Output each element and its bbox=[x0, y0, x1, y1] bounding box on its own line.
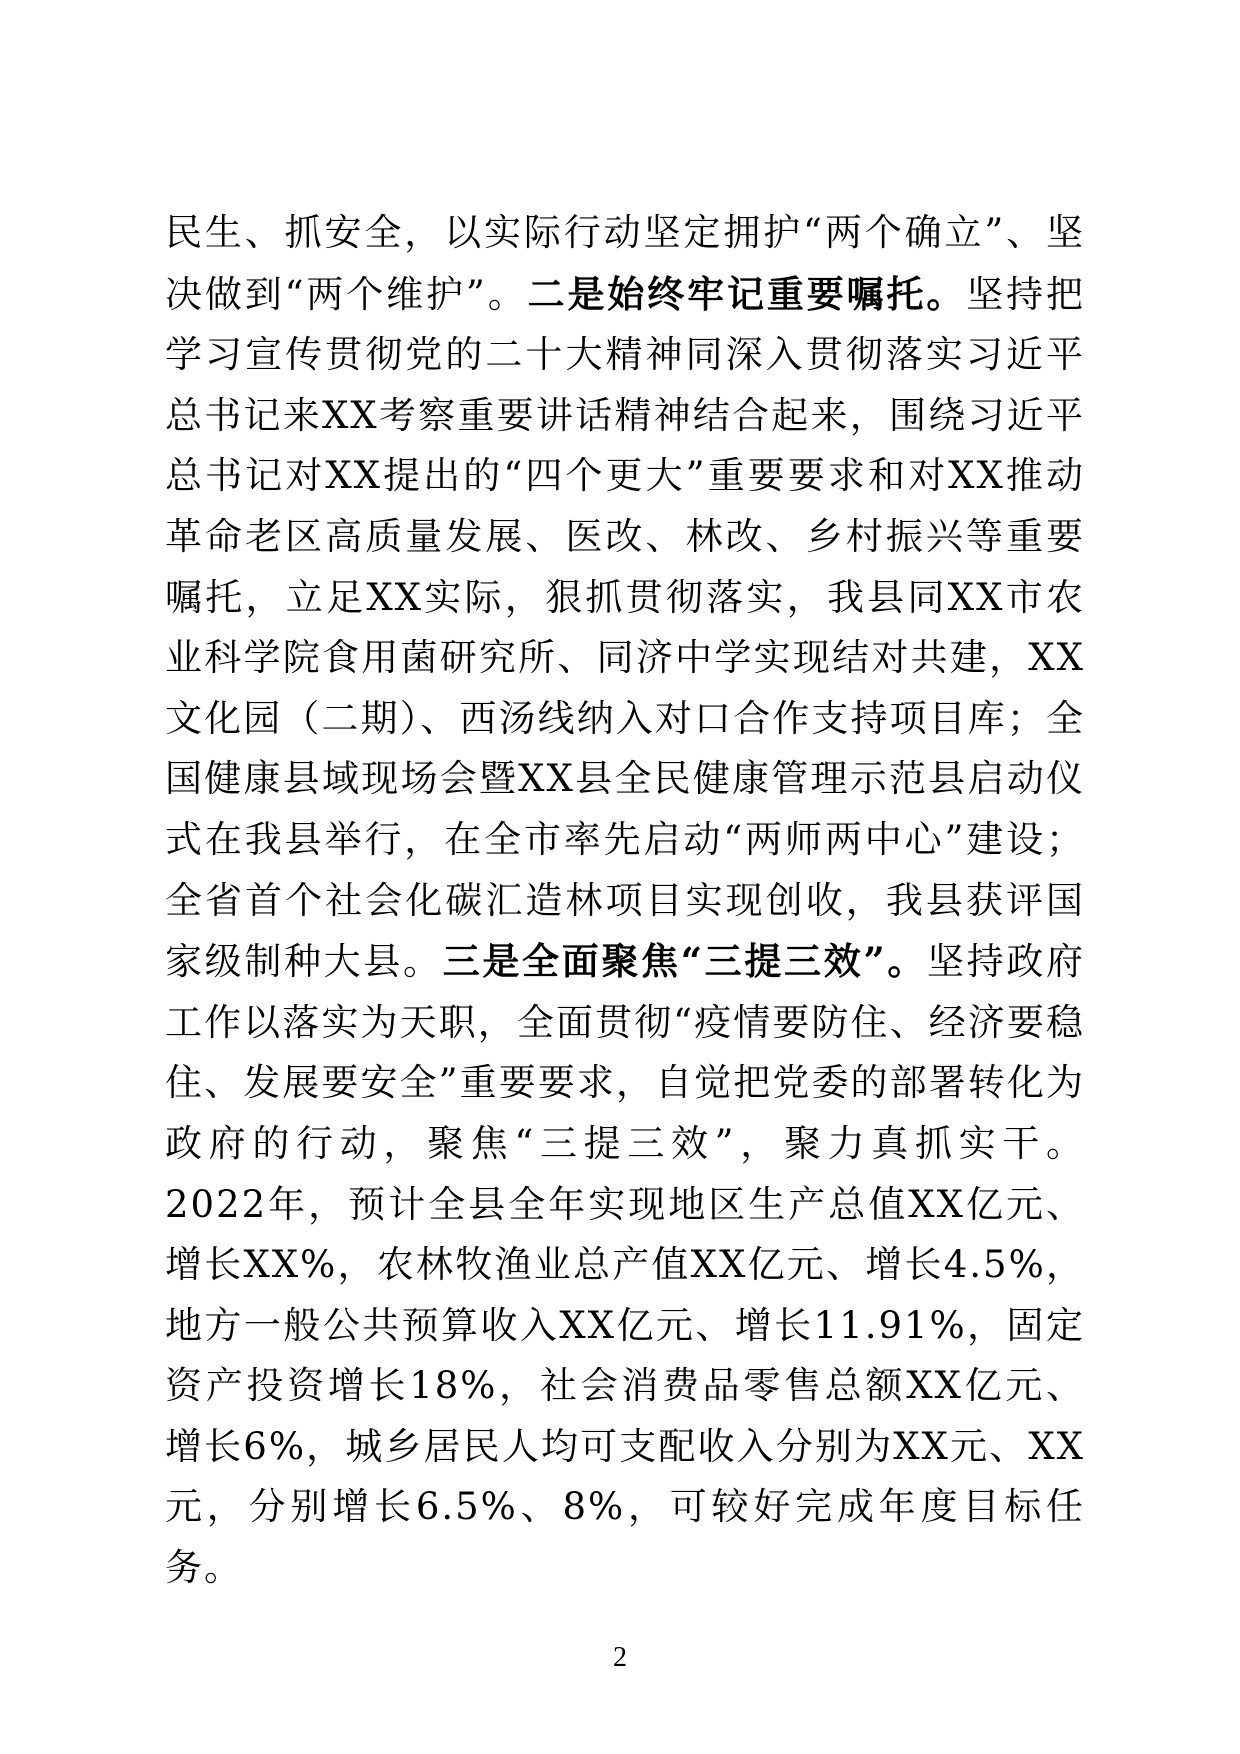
bold-heading-3: 三是全面聚焦“三提三效”。 bbox=[442, 939, 927, 984]
bold-heading-2: 二是始终牢记重要嘱托。 bbox=[527, 271, 967, 316]
paragraph-text-part-1: 民生、抓安全，以实际行动坚定拥护“两个确立”、坚决做到“两个维护”。 bbox=[165, 211, 1085, 316]
paragraph-text-part-2: 坚持把学习宣传贯彻党的二十大精神同深入贯彻落实习近平总书记来XX考察重要讲话精神结合起来，围绕习近平总书记对XX提出的“四个更大”重要要求和对XX推动革命老区高质量发展、医改、林改、乡村振兴等重要嘱托，立足XX实际，狠抓贯彻落实，我县同XX市农业科学院食用菌研究所、同济中学实现结对共建，XX文化园（二期）、西汤线纳入对口合作支持项目库；全国健康县域现场会暨XX县全民健康管理示范县启动仪式在我县举行，在全市率先启动“两师两中心”建设；全省首个社会化碳汇造林项目实现创收，我县获评国家级制种大县。 bbox=[165, 272, 1086, 984]
page-number: 2 bbox=[613, 1642, 627, 1673]
body-paragraph bbox=[165, 203, 1085, 1599]
paragraph-text-part-3: 坚持政府工作以落实为天职，全面贯彻“疫情要防住、经济要稳住、发展要安全”重要要求，自觉把党委的部署转化为政府的行动，聚焦“三提三效”，聚力真抓实干。2022年，预计全县全年实现地区生产总值XX亿元、增长XX%，农林牧渔业总产值XX亿元、增长4.5%，地方一般公共预算收入XX亿元、增长11.91%，固定资产投资增长18%，社会消费品零售总额XX亿元、增长6%，城乡居民人均可支配收入分别为XX元、XX元，分别增长6.5%、8%，可较好完成年度目标任务。 bbox=[165, 940, 1085, 1590]
